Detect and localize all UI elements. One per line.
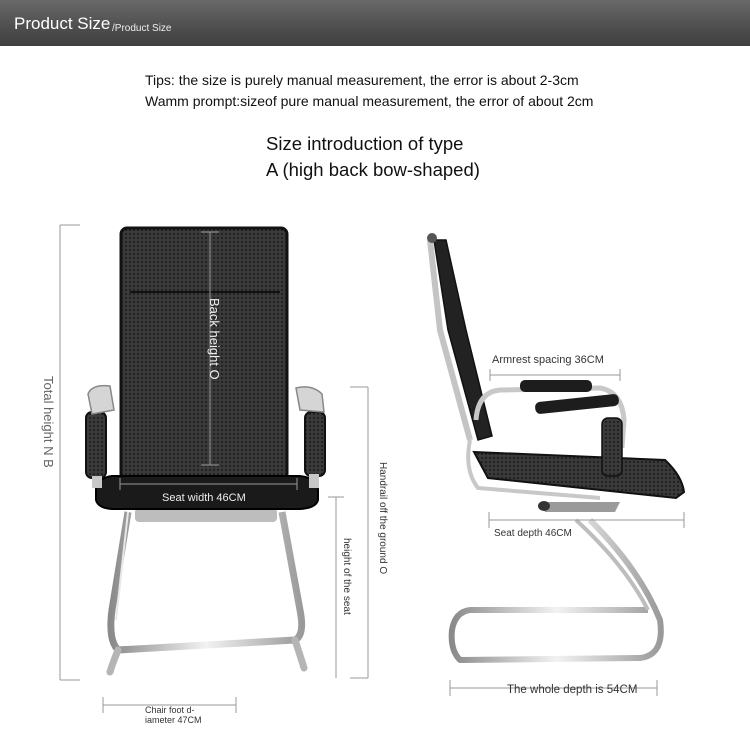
armrest-spacing-label: Armrest spacing 36CM: [492, 354, 604, 366]
handrail-label: Handrail off the ground O: [377, 462, 388, 575]
chair-foot-label-2: iameter 47CM: [145, 715, 202, 725]
header-title: Product Size: [14, 14, 111, 33]
intro-line-2: A (high back bow-shaped): [266, 159, 480, 180]
back-height-label: Back height O: [207, 298, 222, 380]
header-subtitle: /Product Size: [112, 23, 172, 34]
tips-line-1: Tips: the size is purely manual measurement, the error is about 2-3cm: [145, 72, 579, 88]
side-chair: [427, 233, 684, 660]
seat-width-label: Seat width 46CM: [162, 492, 246, 504]
total-height-label: Total height N B: [41, 376, 56, 468]
whole-depth-label: The whole depth is 54CM: [507, 684, 638, 696]
front-chair: [86, 228, 325, 672]
chair-foot-label-1: Chair foot d-: [145, 705, 195, 715]
tips-line-2: Wamm prompt:sizeof pure manual measurement, the error of about 2cm: [145, 93, 594, 109]
intro-line-1: Size introduction of type: [266, 133, 464, 154]
seat-depth-label: Seat depth 46CM: [494, 528, 572, 539]
seat-height-label: height of the seat: [341, 538, 352, 615]
